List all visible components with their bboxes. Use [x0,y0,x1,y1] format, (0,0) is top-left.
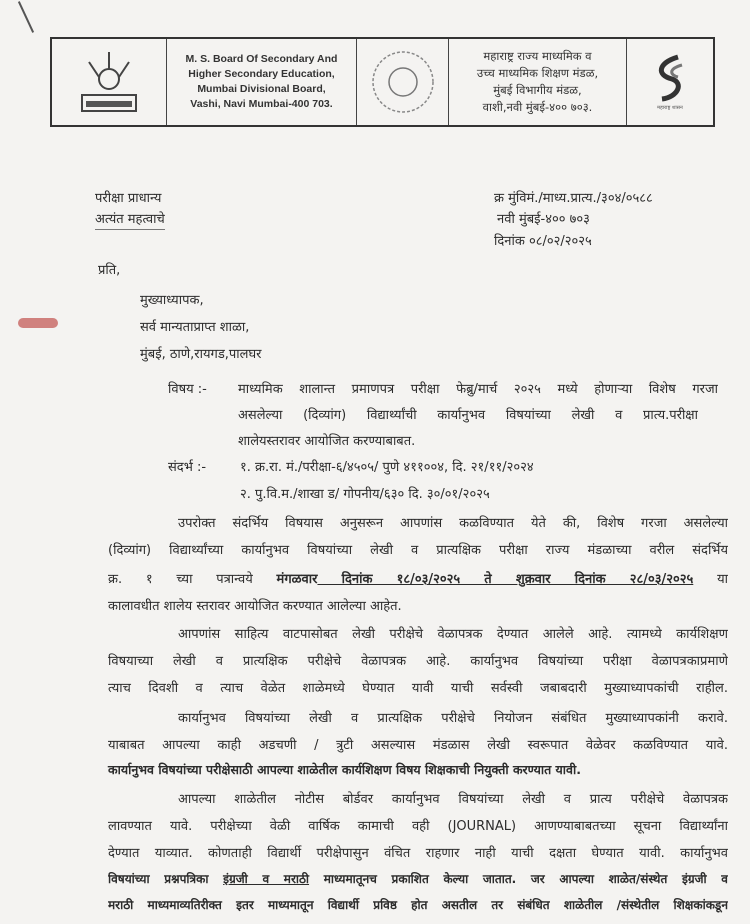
body-line: देण्यात याव्यात. कोणताही विद्यार्थी परीक्षेपासुन वंचित राहणार नाही याची दक्षता घेण्यात यावी. कार्यानुभव [108,846,728,861]
corner-pen-mark [18,1,34,33]
body-line: याबाबत आपल्या काही अडचणी / त्रुटी असल्यास मंडळास लेखी स्वरूपात वेळेवर कळविण्यात यावे. [108,738,728,753]
seal-icon [368,47,438,117]
body-line [108,870,728,887]
addressee-line: मुख्याध्यापक, [140,293,204,308]
text: विषयांच्या प्रश्नपत्रिका [108,872,224,886]
exam-dates: दिनांक १८/०३/२०२५ ते शुक्रवार दिनांक २८/०३/२०२५ [317,572,694,587]
addressee-line: मुंबई, ठाणे,रायगड,पालघर [140,347,262,362]
body-line: विषयाच्या लेखी व प्रात्यक्षिक परीक्षेचे वेळापत्रक आहे. कार्यानुभव विषयांच्या परीक्षा वेळापत्रकाप्रमाणे [108,654,728,669]
subject-line: शालेयस्तरावर आयोजित करण्याबाबत. [238,434,416,449]
references-label: संदर्भ :- [168,460,207,475]
to-label: प्रति, [98,263,121,278]
text: उच्च माध्यमिक शिक्षण मंडळ, [476,66,599,80]
text: मंगळवार [276,572,318,587]
board-name-english [167,39,357,125]
board-name-marathi [449,39,627,125]
subject-line: असलेल्या (दिव्यांग) विद्यार्थ्यांची कार्यानुभव विषयांच्या लेखी व प्रात्य.परीक्षा [238,408,698,423]
priority-label: परीक्षा प्राधान्य [95,191,162,206]
place: नवी मुंबई-४०० ७०३ [497,212,590,227]
body-line: आपणांस साहित्य वाटपासोबत लेखी परीक्षेचे वेळापत्रक देण्यात आलेले आहे. त्यामध्ये कार्यशिक्षण [178,627,728,642]
body-line: कार्यानुभव विषयांच्या लेखी व प्रात्यक्षिक परीक्षेचे नियोजन संबंधित मुख्याध्यापकांनी करावे. [178,711,728,726]
subject-label: विषय :- [168,382,207,397]
text: वाशी,नवी मुंबई-४०० ७०३. [482,100,593,114]
swirl-logo-icon [648,53,692,105]
text: मुंबई विभागीय मंडळ, [493,83,582,97]
medium-languages: इंग्रजी व मराठी [223,872,310,886]
body-line: उपरोक्त संदर्भिय विषयास अनुसरून आपणांस कळविण्यात येते की, विशेष गरजा असलेल्या [178,516,728,531]
text: माध्यमातूनच प्रकाशित केल्या जातात. जर आपल्या शाळेत/संस्थेत इंग्रजी व [309,872,728,886]
reference-line: २. पु.वि.म./शाखा ड/ गोपनीय/६३० दि. ३०/०१/२०२५ [240,487,490,502]
emblem-logo [52,39,167,125]
body-line: मराठी माध्यमाव्यतिरीक्त इतर माध्यमातून विद्यार्थी प्रविष्ठ होत असतील तर संबंधित शाळेतील /संस्थेतील शिक्षकांकडून [108,898,728,912]
importance-label: अत्यंत महत्वाचे [95,209,165,230]
text: क्र. १ च्या पत्रान्वये [108,572,253,587]
text: Vashi, Navi Mumbai-400 703. [190,98,333,110]
text: या [717,572,728,587]
government-logo [627,39,713,125]
letterhead [50,37,715,127]
board-seal [357,39,449,125]
text: Mumbai Divisional Board, [197,83,326,95]
reference-number: क्र मुंविमं./माध्य.प्रात्य./३०४/०५८८ [494,191,653,206]
text: M. S. Board Of Secondary And [185,53,338,65]
royal-emblem-icon [74,47,144,117]
logo-caption: महाराष्ट्र शासन [657,105,683,111]
body-line: लावण्यात यावे. परीक्षेच्या वेळी वार्षिक कामाची वही (JOURNAL) आणण्याबाबतच्या सूचना विद्यार्थ्यांना [108,819,728,834]
body-line-bold: कार्यानुभव विषयांच्या परीक्षेसाठी आपल्या शाळेतील कार्यशिक्षण विषय शिक्षकाची नियुक्ती करण्यात यावी. [108,762,581,777]
body-line: आपल्या शाळेतील नोटीस बोर्डवर कार्यानुभव विषयांच्या लेखी व प्रात्य परीक्षेचे वेळापत्रक [178,792,728,807]
letter-date: दिनांक ०८/०२/२०२५ [494,234,592,249]
pen-mark [18,318,58,328]
text: Higher Secondary Education, [188,68,335,80]
body-line: त्याच दिवशी व त्याच वेळेत शाळेमध्ये घेण्यात यावी याची सर्वस्वी जबाबदारी मुख्याध्यापकांची राहील. [108,681,728,696]
subject-line: माध्यमिक शालान्त प्रमाणपत्र परीक्षा फेब्रु/मार्च २०२५ मध्ये होणाऱ्या विशेष गरजा [238,382,718,397]
body-line: (दिव्यांग) विद्यार्थ्यांच्या कार्यानुभव विषयांच्या लेखी व प्रात्यक्षिक परीक्षा राज्य मंडळाच्या वरील संदर्भिय [108,543,728,558]
reference-line: १. क्र.रा. मं./परीक्षा-६/४५०५/ पुणे ४११००४, दि. २१/११/२०२४ [240,460,534,475]
body-line-dates [108,569,728,587]
body-line: कालावधीत शालेय स्तरावर आयोजित करण्यात आलेल्या आहेत. [108,599,402,614]
addressee-line: सर्व मान्यताप्राप्त शाळा, [140,320,250,335]
text: महाराष्ट्र राज्य माध्यमिक व [483,49,592,63]
